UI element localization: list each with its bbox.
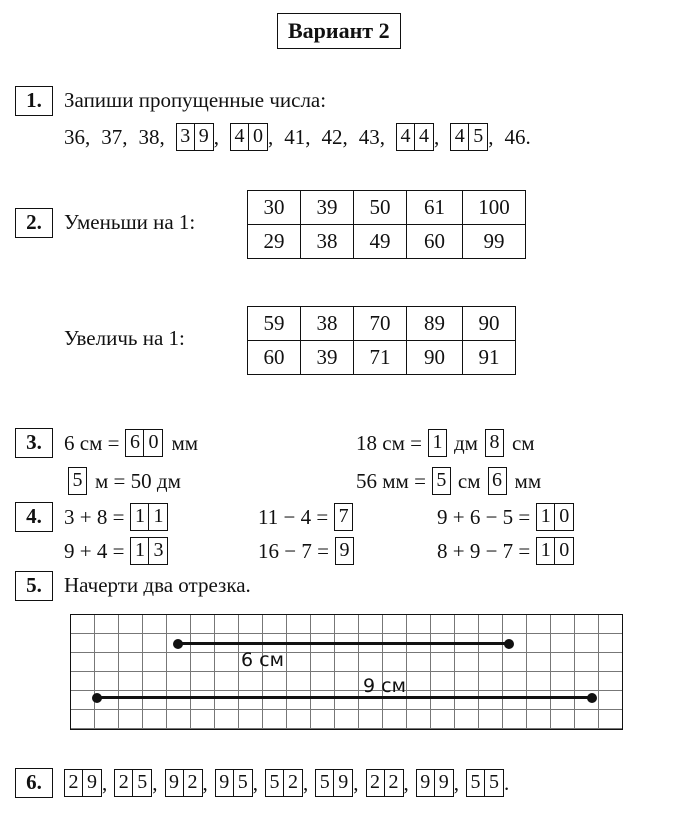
task-4-column-2 <box>258 503 354 571</box>
answer-boxes-digit: 5 <box>133 769 152 797</box>
equation <box>258 537 354 565</box>
answer-boxes <box>416 769 454 797</box>
answer-boxes-digit: 8 <box>485 429 504 457</box>
sequence-separator: , <box>488 124 494 149</box>
equation-expression: 16 − 7 = <box>258 538 329 563</box>
answer-boxes-digit: 2 <box>385 769 404 797</box>
table-cell: 60 <box>248 341 301 375</box>
answer-boxes-digit: 1 <box>536 503 555 531</box>
unit-text: см <box>511 430 535 455</box>
answer-boxes-digit: 1 <box>428 429 447 457</box>
table-cell: 30 <box>248 191 301 225</box>
answer-separator: , <box>403 770 409 795</box>
task-2-number: 2. <box>15 208 53 238</box>
answer-boxes <box>265 769 303 797</box>
task-3-line-1-left <box>64 429 198 457</box>
answer-boxes <box>68 467 87 495</box>
table-cell: 49 <box>354 225 407 259</box>
answer-boxes-digit: 2 <box>184 769 203 797</box>
table-cell: 90 <box>463 307 516 341</box>
sequence-number: 46 <box>504 124 526 149</box>
answer-boxes-digit: 5 <box>265 769 284 797</box>
answer-boxes <box>488 467 507 495</box>
equation <box>437 537 574 565</box>
missing-number-boxes-digit: 4 <box>415 123 434 151</box>
sequence-number: 36 <box>64 124 85 149</box>
table-cell: 38 <box>301 225 354 259</box>
unit-text: см <box>457 468 481 493</box>
sequence-number: 42 <box>321 124 343 149</box>
sequence-separator: , <box>85 124 91 149</box>
answer-boxes-digit: 7 <box>334 503 353 531</box>
answer-boxes <box>125 429 163 457</box>
task-5-number: 5. <box>15 571 53 601</box>
missing-number-boxes-digit: 4 <box>396 123 415 151</box>
task-6-answers <box>64 769 509 797</box>
answer-boxes-digit: 0 <box>144 429 163 457</box>
answer-boxes <box>165 769 203 797</box>
table-cell: 50 <box>354 191 407 225</box>
answer-boxes-digit: 5 <box>315 769 334 797</box>
table-row <box>248 225 526 259</box>
answer-boxes-digit: 9 <box>416 769 435 797</box>
answer-boxes <box>432 467 451 495</box>
table-cell: 39 <box>301 341 354 375</box>
answer-separator: , <box>453 770 459 795</box>
answer-boxes <box>114 769 152 797</box>
table-cell: 70 <box>354 307 407 341</box>
increase-table <box>247 306 516 375</box>
table-cell: 59 <box>248 307 301 341</box>
task-4-number: 4. <box>15 502 53 532</box>
task-1-number: 1. <box>15 86 53 116</box>
segment-9cm-label: 9 см <box>363 675 406 697</box>
equation <box>258 503 354 531</box>
answer-boxes-digit: 9 <box>334 769 353 797</box>
answer-boxes-digit: 5 <box>466 769 485 797</box>
table-cell: 71 <box>354 341 407 375</box>
table-cell: 61 <box>407 191 463 225</box>
task-6-number: 6. <box>15 768 53 798</box>
answer-boxes-digit: 2 <box>284 769 303 797</box>
missing-number-boxes <box>450 123 488 151</box>
answer-boxes-digit: 1 <box>130 537 149 565</box>
answer-boxes <box>334 503 353 531</box>
answer-boxes-digit: 1 <box>130 503 149 531</box>
equation-expression: 9 + 4 = <box>64 538 125 563</box>
decrease-table <box>247 190 526 259</box>
task-3-number: 3. <box>15 428 53 458</box>
unit-text: мм <box>171 430 199 455</box>
missing-number-boxes <box>230 123 268 151</box>
task-5-instruction: Начерти два отрезка. <box>64 573 251 597</box>
equation-expression: 9 + 6 − 5 = <box>437 504 531 529</box>
answer-boxes-digit: 9 <box>335 537 354 565</box>
answer-boxes-digit: 9 <box>83 769 102 797</box>
table-row <box>248 341 516 375</box>
answer-boxes-digit: 1 <box>149 503 168 531</box>
answer-separator: , <box>252 770 258 795</box>
answer-boxes-digit: 5 <box>68 467 87 495</box>
sequence-separator: , <box>434 124 440 149</box>
task-4-column-1 <box>64 503 168 571</box>
equation-expression: 11 − 4 = <box>258 504 329 529</box>
conversion-text: 6 см = <box>64 430 120 455</box>
table-row <box>248 191 526 225</box>
answer-boxes <box>130 503 168 531</box>
missing-number-boxes-digit: 4 <box>450 123 469 151</box>
page-title: Вариант 2 <box>277 13 401 49</box>
task-1-sequence <box>64 123 531 151</box>
table-cell: 39 <box>301 191 354 225</box>
task-1-instruction: Запиши пропущенные числа: <box>64 88 327 112</box>
answer-boxes <box>315 769 353 797</box>
answer-boxes-digit: 9 <box>165 769 184 797</box>
task-3-line-1-right <box>356 429 535 457</box>
sequence-separator: , <box>268 124 274 149</box>
answer-boxes-digit: 1 <box>536 537 555 565</box>
task-2-increase-label: Увеличь на 1: <box>64 326 185 350</box>
unit-text: дм <box>453 430 478 455</box>
missing-number-boxes <box>396 123 434 151</box>
sequence-number: 37 <box>101 124 123 149</box>
sequence-separator: . <box>525 124 531 149</box>
table-cell: 38 <box>301 307 354 341</box>
answer-boxes <box>130 537 168 565</box>
answer-boxes-digit: 3 <box>149 537 168 565</box>
segment-9cm-start-point <box>92 693 102 703</box>
answer-boxes <box>64 769 102 797</box>
conversion-text: 56 мм = <box>356 468 426 493</box>
segment-9cm <box>96 696 592 699</box>
segment-6cm-start-point <box>173 639 183 649</box>
answer-separator: , <box>353 770 359 795</box>
segment-6cm <box>177 642 509 645</box>
answer-boxes-digit: 2 <box>64 769 83 797</box>
answer-boxes-digit: 0 <box>555 503 574 531</box>
conversion-text: 18 см = <box>356 430 422 455</box>
task-3-line-2-right <box>356 467 541 495</box>
missing-number-boxes-digit: 9 <box>195 123 214 151</box>
task-3-line-2-left <box>68 467 181 495</box>
equation <box>437 503 574 531</box>
table-cell: 90 <box>407 341 463 375</box>
table-cell: 100 <box>463 191 526 225</box>
sequence-separator: , <box>213 124 219 149</box>
answer-separator: , <box>152 770 158 795</box>
sequence-number: 43 <box>358 124 380 149</box>
task-2-decrease-label: Уменьши на 1: <box>64 210 196 234</box>
table-cell: 29 <box>248 225 301 259</box>
equation-expression: 3 + 8 = <box>64 504 125 529</box>
answer-boxes <box>536 503 574 531</box>
answer-boxes <box>366 769 404 797</box>
unit-text: мм <box>514 468 542 493</box>
conversion-text: м = 50 дм <box>95 468 181 493</box>
sequence-separator: , <box>122 124 128 149</box>
missing-number-boxes-digit: 4 <box>230 123 249 151</box>
missing-number-boxes <box>176 123 214 151</box>
answer-boxes <box>428 429 447 457</box>
answer-boxes <box>485 429 504 457</box>
missing-number-boxes-digit: 5 <box>469 123 488 151</box>
answer-boxes-digit: 0 <box>555 537 574 565</box>
table-row <box>248 307 516 341</box>
sequence-separator: , <box>159 124 165 149</box>
equation <box>64 503 168 531</box>
answer-separator: , <box>202 770 208 795</box>
answer-boxes <box>215 769 253 797</box>
answer-boxes-digit: 6 <box>488 467 507 495</box>
answer-boxes <box>466 769 504 797</box>
sequence-separator: , <box>379 124 385 149</box>
answer-separator: , <box>102 770 108 795</box>
answer-separator: . <box>504 770 510 795</box>
answer-boxes-digit: 5 <box>234 769 253 797</box>
missing-number-boxes-digit: 3 <box>176 123 195 151</box>
segment-9cm-end-point <box>587 693 597 703</box>
sequence-separator: , <box>305 124 311 149</box>
table-cell: 60 <box>407 225 463 259</box>
missing-number-boxes-digit: 0 <box>249 123 268 151</box>
table-cell: 91 <box>463 341 516 375</box>
answer-boxes-digit: 5 <box>485 769 504 797</box>
task-4-column-3 <box>437 503 574 571</box>
answer-boxes-digit: 6 <box>125 429 144 457</box>
segment-6cm-end-point <box>504 639 514 649</box>
answer-boxes-digit: 5 <box>432 467 451 495</box>
table-cell: 99 <box>463 225 526 259</box>
grid-paper <box>70 614 623 730</box>
sequence-number: 38 <box>138 124 160 149</box>
equation <box>64 537 168 565</box>
answer-boxes <box>536 537 574 565</box>
answer-boxes-digit: 9 <box>435 769 454 797</box>
answer-separator: , <box>303 770 309 795</box>
equation-expression: 8 + 9 − 7 = <box>437 538 531 563</box>
sequence-number: 41 <box>284 124 306 149</box>
segment-6cm-label: 6 см <box>241 649 284 671</box>
answer-boxes-digit: 2 <box>114 769 133 797</box>
sequence-separator: , <box>342 124 348 149</box>
answer-boxes-digit: 9 <box>215 769 234 797</box>
table-cell: 89 <box>407 307 463 341</box>
answer-boxes <box>335 537 354 565</box>
answer-boxes-digit: 2 <box>366 769 385 797</box>
